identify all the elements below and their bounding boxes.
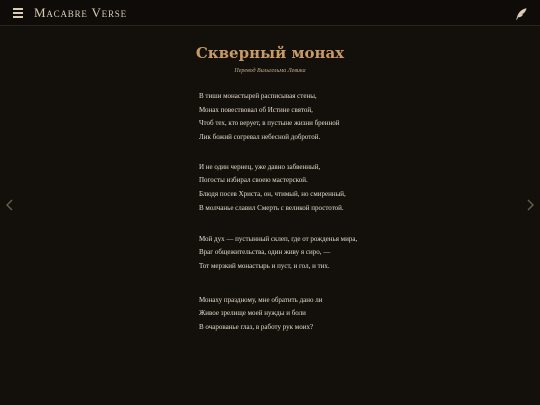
poem-line: В очарованье глаз, в работу рук моих? (199, 322, 314, 331)
poem-line: Лик божий согревал небесной добротой. (199, 133, 321, 142)
poem-line: В молчанье славил Смерть с великой простотой. (199, 203, 344, 212)
quill-icon[interactable] (514, 6, 528, 20)
stanza (199, 294, 499, 335)
poem-line: Монах повествовал об Истине святой, (199, 105, 313, 114)
stanza (199, 161, 499, 216)
hamburger-menu-icon[interactable] (13, 8, 23, 18)
poem-line: Враг общежительства, один живу я сиро, — (199, 248, 331, 257)
poem-translator-credit: Перевод Вильгельма Левика (234, 68, 306, 74)
poem-line: Блюдя посев Христа, он, чтимый, но смиренный, (199, 190, 346, 199)
poem-line: Мой дух — пустынный склеп, где от рожденья мира, (199, 234, 358, 243)
poem-line: Живое зрелище моей нужды и боли (199, 309, 306, 318)
poem-line: Чтоб тех, кто верует, в пустыне жизни бренной (199, 119, 340, 128)
stanza (199, 233, 499, 274)
poem-title: Скверный монах (195, 44, 345, 62)
chevron-left-icon[interactable] (5, 197, 15, 211)
stanza (199, 90, 499, 145)
poem-line: В тиши монастырей расписывая стены, (199, 92, 317, 100)
poem-line: Монаху праздному, мне обратить дано ли (199, 295, 323, 304)
chevron-right-icon[interactable] (525, 197, 535, 211)
top-bar (0, 0, 540, 26)
poem-line: Тот мерзкий монастырь и пуст, и гол, и тих. (199, 261, 330, 270)
site-logo[interactable]: Macabre Verse (34, 5, 127, 20)
poem-line: И не один чернец, уже давно забвенный, (199, 162, 321, 171)
poem-line: Погосты избирал своею мастерской. (199, 176, 308, 185)
poem-body (199, 90, 499, 351)
